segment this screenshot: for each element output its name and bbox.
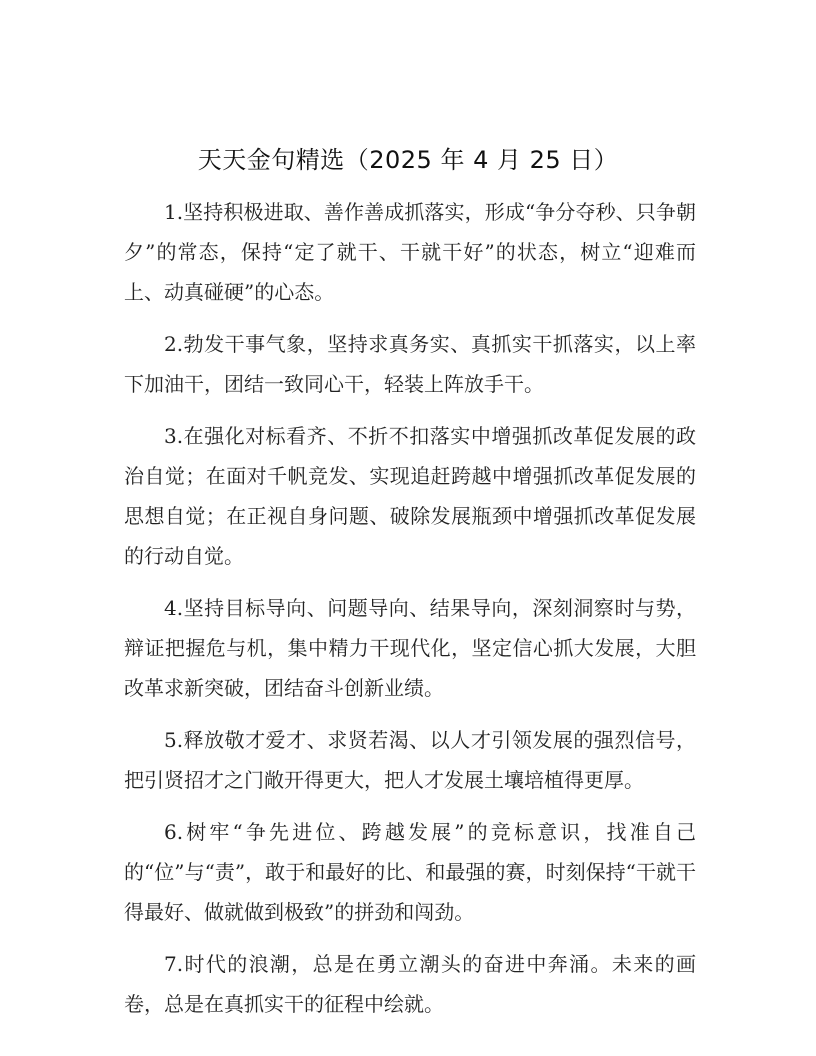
paragraph-1: 1.坚持积极进取、善作善成抓落实，形成“争分夺秒、只争朝夕”的常态，保持“定了就干、干就干好”的状态，树立“迎难而上、动真碰硬”的心态。 bbox=[124, 200, 696, 304]
document-title: 天天金句精选（2025 年 4 月 25 日） bbox=[197, 146, 619, 174]
paragraph-5: 5.释放敬才爱才、求贤若渴、以人才引领发展的强烈信号，把引贤招才之门敞开得更大，把人才发展土壤培植得更厚。 bbox=[124, 728, 696, 792]
paragraph-6: 6.树牢“争先进位、跨越发展”的竞标意识，找准自己的“位”与“责”，敢于和最好的比、和最强的赛，时刻保持“干就干得最好、做就做到极致”的拼劲和闯劲。 bbox=[124, 820, 696, 924]
paragraph-4: 4.坚持目标导向、问题导向、结果导向，深刻洞察时与势，辩证把握危与机，集中精力干现代化，坚定信心抓大发展，大胆改革求新突破，团结奋斗创新业绩。 bbox=[124, 596, 696, 700]
document-body bbox=[124, 192, 696, 1036]
paragraph-2: 2.勃发干事气象，坚持求真务实、真抓实干抓落实，以上率下加油干，团结一致同心干，轻装上阵放手干。 bbox=[124, 332, 696, 396]
paragraph-7: 7.时代的浪潮，总是在勇立潮头的奋进中奔涌。未来的画卷，总是在真抓实干的征程中绘就。 bbox=[124, 952, 696, 1016]
paragraph-3: 3.在强化对标看齐、不折不扣落实中增强抓改革促发展的政治自觉；在面对千帆竞发、实现追赶跨越中增强抓改革促发展的思想自觉；在正视自身问题、破除发展瓶颈中增强抓改革促发展的行动自觉。 bbox=[124, 424, 696, 568]
